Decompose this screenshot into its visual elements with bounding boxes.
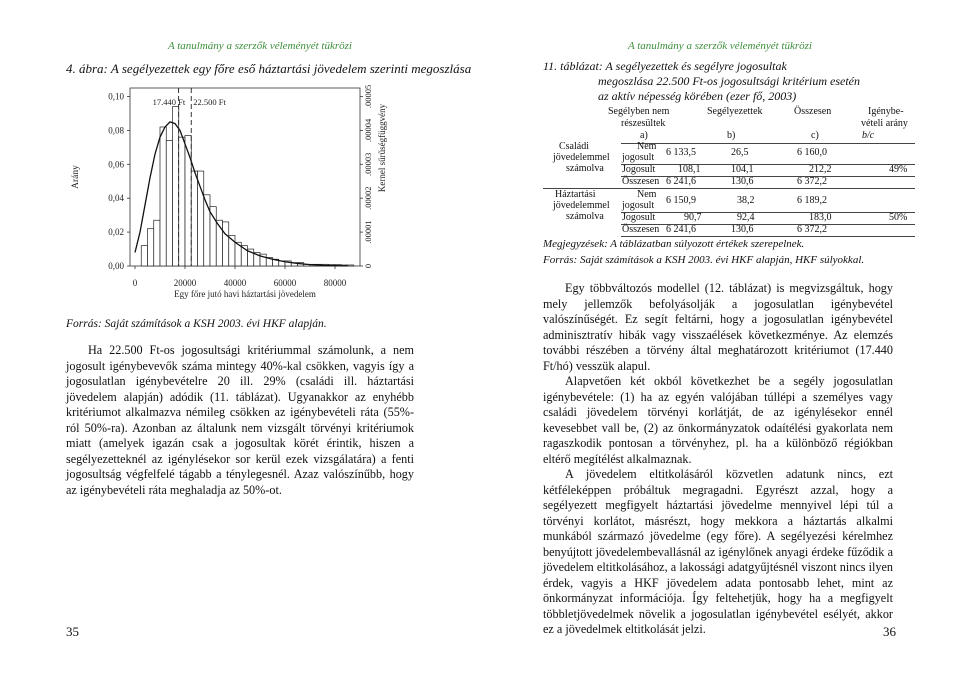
row-label-total-2: Összesen [622,224,660,235]
g1-nem-a: 6 133,5 [666,147,696,158]
right-page-header: A tanulmány a szerzők véleményét tükrözi [627,40,812,52]
row-label-not-eligible-b: jogosult [622,152,655,163]
y2-tick-label: 0 [363,263,373,269]
histogram-bar [160,127,166,266]
y-tick-label: 0,00 [108,261,124,271]
g2-ossz-a: 6 241,6 [666,224,696,235]
table-bottom-rule [621,236,915,237]
left-body-text [66,343,414,498]
g1-nem-b: 26,5 [731,147,749,158]
table-title-line-2: megoszlása 22.500 Ft-os jogosultsági kritérium esetén [598,74,860,88]
y-tick-label: 0,04 [108,193,124,204]
left-page-number: 35 [66,624,79,639]
histogram-bar [173,107,179,266]
col-header-total-code: c) [811,130,819,141]
histogram-chart [68,78,398,313]
g1-rule-1 [621,164,915,165]
right-page-number: 36 [883,624,896,639]
y2-tick-label: .00002 [363,186,373,210]
col-header-not-received-1: Segélyben nem [608,106,670,117]
group-family-3: számolva [566,163,604,174]
histogram-bar [185,135,191,266]
g2-ossz-b: 130,6 [731,224,754,235]
g2-jog-rate: 50% [889,212,908,223]
group-family-2: jövedelemmel [553,152,610,163]
g2-nem-c: 6 189,2 [797,195,827,206]
g2-ossz-c: 6 372,2 [797,224,827,235]
table-title-line-1: 11. táblázat: A segélyezettek és segélyre jogosultak [543,59,787,73]
histogram-bar [148,229,154,266]
col-header-uptake-2: vételi arány [861,118,908,129]
row-label-total: Összesen [622,176,660,187]
group-household-2: jövedelemmel [553,200,610,211]
g2-jog-c: 183,0 [809,212,832,223]
g1-jog-b: 104,1 [731,164,754,175]
left-page-header: A tanulmány a szerzők véleményét tükrözi [167,40,352,52]
col-header-not-received-3: a) [640,130,648,141]
x-tick-label: 60000 [273,278,297,288]
right-body-text [543,281,893,638]
g1-ossz-c: 6 372,2 [797,176,827,187]
y-tick-label: 0,06 [108,159,124,170]
g1-jog-c: 212,2 [809,164,832,175]
g1-ossz-a: 6 241,6 [666,176,696,187]
row-label-eligible-2: Jogosult [622,212,656,223]
g2-nem-a: 6 150,9 [666,195,696,206]
right-paragraph-1: Egy többváltozós modellel (12. táblázat) is megvizsgáltuk, hogy mely jellemzők befolyásolják a jogosulatlan igénybevétel valószínűségét. Ez segít feltárni, hogy a jogosulatlan igénybevétel adminisztratív hibák vagy visszaélések következménye. Az elemzés további részében a törvény által meghatározott kritériumot (17.440 Ft/hó) vesszük alapul. [543,281,893,373]
x-tick-label: 80000 [323,278,347,288]
y-tick-label: 0,08 [108,125,124,136]
histogram-bar [348,265,354,266]
x-tick-label: 20000 [173,278,197,288]
table-title-line-3: az aktív népesség körében (ezer fő, 2003) [598,89,797,103]
histogram-bar [154,220,160,266]
left-figure-source: Forrás: Saját számítások a KSH 2003. évi HKF alapján. [66,318,327,330]
y-tick-label: 0,02 [108,227,124,238]
histogram-bar [179,137,185,266]
figure-title: 4. ábra: A segélyezettek egy főre eső háztartási jövedelem szerinti megoszlása [66,61,472,76]
histogram-bar [191,171,197,266]
histogram-bar [223,222,229,266]
col-header-total: Összesen [794,106,832,117]
g2-jog-a: 90,7 [684,212,702,223]
g2-rule-1 [621,212,915,213]
right-paragraph-2: Alapvetően két okból következhet be a segély jogosulatlan igénybevétele: (1) ha az egyén valójában túllépi a személyes vagy családi jövedelem törvényi korlátját, de az igénylésekor ennél kevesebbet vall be, (2) az önkormányzatok odaítélési gyakorlata nem ragaszkodik pontosan a törvényhez, pl. ha a különböző régiókban eltérő megítélést alkalmaznak. [543,374,893,466]
group-household-3: számolva [566,211,604,222]
right-paragraph-3: A jövedelem eltitkolásáról közvetlen adatunk nincs, ezt kétféleképpen próbáltuk megragadni. Egyrészt azzal, hogy a segélyezett megfigyelt háztartási jövedelme mennyivel lépi túl a törvényi korlátot, másrészt, hogy mekkora a háztartás alkalmi munkából származó jövedelme (egy főre). A segélyezési kérelmhez benyújtott jövedelembevallásnál az igénylőnek anyagi érdeke fűződik a jövedelem eltitkolásához, a lakossági adatgyűjtésnél viszont nincs ilyen érdek, vagyis a HKF jövedelem adata pontosabb lehet, mint az önkormányzat információja. Így feltehetjük, hogy ha a megfigyelt többletjövedelmek növelik a jogosulatlan igénybevétel esélyét, akkor ez a jövedelmek eltitkolását jelzi. [543,467,893,636]
table-header-rule [621,143,915,144]
histogram-bar [166,141,172,266]
table-source: Forrás: Saját számítások a KSH 2003. évi HKF alapján, HKF súlyokkal. [543,254,865,266]
row-label-eligible: Jogosult [622,164,656,175]
histogram-bar [141,246,147,266]
x-tick-label: 40000 [223,278,247,288]
y2-tick-label: .00001 [363,220,373,244]
data-table [543,106,915,236]
y2-axis-label: Kernel sűrűségfüggvény [377,103,387,193]
g1-jog-a: 108,1 [678,164,701,175]
group-household-1: Háztartási [555,189,596,200]
left-paragraph: Ha 22.500 Ft-os jogosultsági kritériummal számolunk, a nem jogosult igénybevevők száma mintegy 40%-kal csökken, vagyis így a jogosulatlan igénybevételre 20 ill. 29% (családi ill. háztartási jövedelem alapján) adódik (11. táblázat). Ugyanakkor az enyhébb kritériumot alkalmazva némileg csökken az igénybevételi ráta (55%-ról 50%-ra). Azonban az általunk nem vizsgált törvényi kritériumok miatt (amelyek igazán csak a jogosultak körét érintik, hiszen a segélyezetteknél az igénylésekor sor kerül ezek vizsgálatára) a fenti jogosultság végfelfelé tágabb a ténylegesnél. Azaz valószínűbb, hogy az igénybevételi ráta meghaladja az 50%-ot. [66,343,414,497]
g1-jog-rate: 49% [889,164,908,175]
row-label-not-eligible-a: Nem [637,141,657,152]
y2-tick-label: .00004 [363,118,373,143]
row-label-not-eligible-b-2: jogosult [622,200,655,211]
table-note: Megjegyzések: A táblázatban súlyozott értékek szerepelnek. [543,238,805,250]
y2-tick-label: .00005 [363,84,373,109]
col-header-uptake-1: Igénybe- [868,106,904,117]
group-divider [543,188,915,189]
threshold-label: 17.440 Ft [152,97,186,107]
col-header-uptake-3: b/c [862,130,875,141]
histogram-bar [198,171,204,266]
y-axis-label: Arány [71,165,81,189]
g2-nem-b: 38,2 [737,195,755,206]
g2-jog-b: 92,4 [737,212,755,223]
g1-nem-c: 6 160,0 [797,147,827,158]
table-title [543,59,913,104]
col-header-recipients-code: b) [727,130,736,141]
row-label-not-eligible-a-2: Nem [637,189,657,200]
group-family-1: Családi [559,141,589,152]
col-header-not-received-2: részesültek [621,118,666,129]
threshold-label: 22.500 Ft [193,97,226,107]
x-axis-label: Egy főre jutó havi háztartási jövedelem [174,289,316,299]
col-header-recipients: Segélyezettek [707,106,763,117]
y-tick-label: 0,10 [108,91,124,102]
x-tick-label: 0 [132,278,138,288]
g1-ossz-b: 130,6 [731,176,754,187]
y2-tick-label: .00003 [363,152,373,176]
